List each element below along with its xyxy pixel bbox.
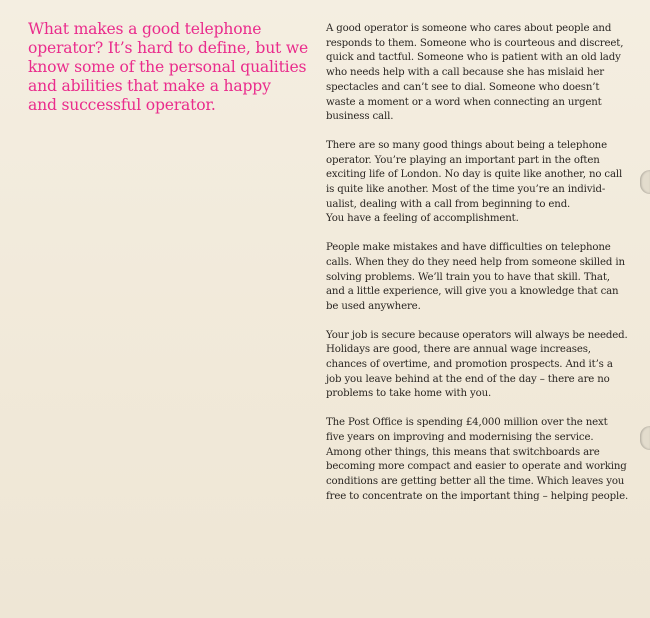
text-line: is quite like another. Most of the time you’re an individ- [326, 184, 606, 196]
text-line: five years on improving and modernising the service. [326, 431, 594, 443]
text-line: Among other things, this means that switchboards are [326, 446, 600, 458]
body-text-column [326, 22, 629, 518]
text-line: People make mistakes and have difficulties on telephone [326, 242, 611, 254]
text-line: chances of overtime, and promotion prospects. And it’s a [326, 359, 613, 371]
text-line: Holidays are good, there are annual wage increases, [326, 344, 591, 356]
text-line: calls. When they do they need help from someone skilled in [326, 256, 625, 268]
paragraph-job-secure [326, 329, 626, 403]
text-line: conditions are getting better all the time. Which leaves you [326, 475, 625, 487]
headline [28, 20, 318, 115]
paragraph-good-things [326, 139, 626, 227]
text-line: quick and tactful. Someone who is patient with an old lady [326, 52, 621, 64]
text-line: exciting life of London. No day is quite like another, no call [326, 169, 623, 181]
headline-line: operator? It’s hard to define, but we [28, 39, 309, 57]
text-line: Your job is secure because operators will always be needed. [326, 329, 628, 341]
text-line: solving problems. We’ll train you to have that skill. That, [326, 271, 610, 283]
text-line: There are so many good things about being a telephone [326, 139, 607, 151]
text-line: and a little experience, will give you a knowledge that can [326, 286, 619, 298]
text-line: free to concentrate on the important thing – helping people. [326, 490, 629, 502]
headline-line: What makes a good telephone [28, 20, 262, 38]
text-line: You have a feeling of accomplishment. [326, 213, 519, 225]
text-line: ualist, dealing with a call from beginning to end. [326, 198, 571, 210]
headline-line: know some of the personal qualities [28, 58, 307, 76]
text-line: spectacles and can’t see to dial. Someone who doesn’t [326, 81, 600, 93]
paragraph-mistakes [326, 241, 626, 315]
text-line: The Post Office is spending £4,000 million over the next [326, 417, 608, 429]
binder-hole-upper [640, 170, 650, 194]
headline-line: and successful operator. [28, 96, 216, 114]
text-line: waste a moment or a word when connecting an urgent [326, 96, 602, 108]
text-line: problems to take home with you. [326, 388, 492, 400]
text-line: job you leave behind at the end of the day – there are no [326, 373, 610, 385]
text-line: operator. You’re playing an important part in the often [326, 154, 600, 166]
text-line: A good operator is someone who cares about people and [326, 23, 612, 34]
text-line: becoming more compact and easier to operate and working [326, 461, 627, 473]
text-line: responds to them. Someone who is courteous and discreet, [326, 37, 624, 49]
text-line: business call. [326, 111, 394, 123]
text-line: be used anywhere. [326, 300, 421, 312]
text-line: who needs help with a call because she has mislaid her [326, 67, 604, 79]
headline-line: and abilities that make a happy [28, 77, 271, 95]
paragraph-good-operator [326, 22, 626, 125]
binder-hole-lower [640, 426, 650, 450]
paragraph-post-office [326, 416, 629, 504]
